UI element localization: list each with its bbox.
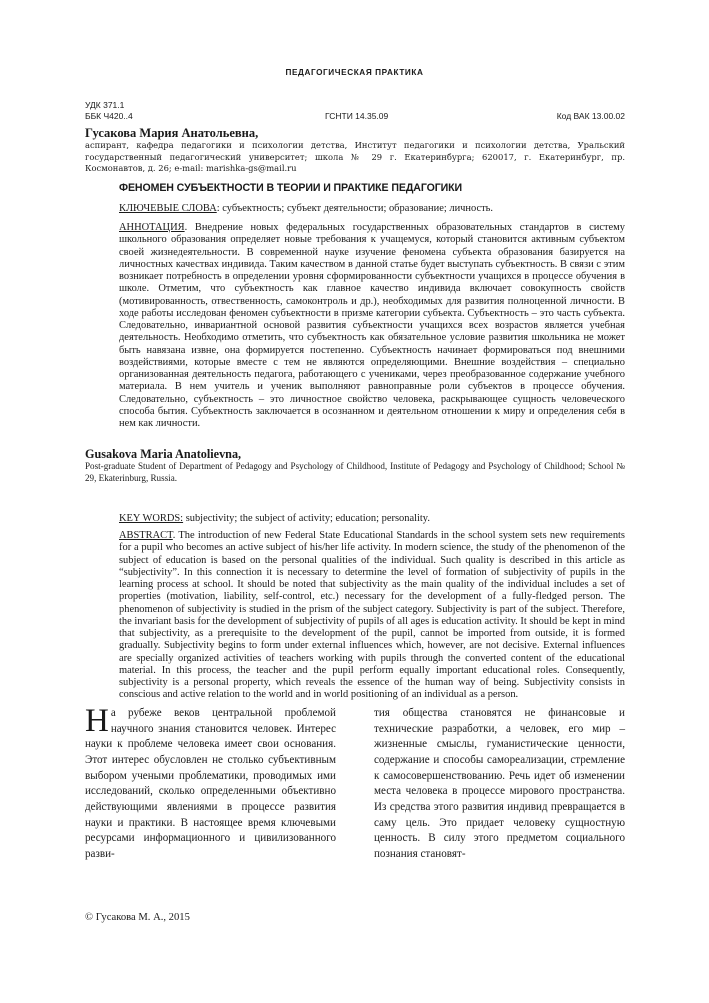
author-name-en: Gusakova Maria Anatolievna, [85, 447, 242, 461]
keywords-en [119, 513, 625, 525]
body-left-column [85, 703, 336, 863]
body-right-text: тия общества становятся не финансовые и технические разработки, а человек, его мир – жизненные смыслы, гуманистические ценности, содержание и способы самореализации, стремление к самосовершенствованию. Речь идет об изменении места человека в процессе мирового пространства. Из средства этого развития индивид превращается в саму цель. Это придает человеку сущностную ценность. В силу этого предметом социального познания становят- [374, 707, 625, 860]
author-affiliation-en: Post-graduate Student of Department of Pedagogy and Psychology of Childhood, Institute of Pedagogy and Psychology of Childhood; School № 29, Ekaterinburg, Russia. [85, 461, 625, 483]
udk-code: УДК 371.1 [85, 100, 125, 110]
abstract-ru [119, 222, 625, 430]
article-title-ru: ФЕНОМЕН СУБЪЕКТНОСТИ В ТЕОРИИ И ПРАКТИКЕ ПЕДАГОГИКИ [119, 182, 463, 194]
vak-code: Код ВАК 13.00.02 [556, 111, 625, 121]
classification-codes [85, 100, 625, 122]
copyright-notice: © Гусакова М. А., 2015 [85, 912, 190, 923]
author-affiliation-ru: аспирант, кафедра педагогики и психологии детства, Институт педагогики и психологии детства, Уральский государственный педагогический университет; школа № 29 г. Екатеринбурга; 620017, г. Екатеринбург, пр. Космонавтов, д. 26; e-mail: marishka-gs@mail.ru [85, 140, 625, 174]
keywords-ru-label: КЛЮЧЕВЫЕ СЛОВА [119, 203, 217, 214]
abstract-en-text: . The introduction of new Federal State Educational Standards in the school system sets new requirements for a pupil who becomes an active subject of his/her life activity. In modern science, the study of the phenomenon of the subject of education is based on the personal qualities of the individual. Such quality is described in this article as “subjectivity”. In this connection it is necessary to determine the level of formation of subjectivity of pupils in the learning process at school. It should be noted that subjectivity as the main quality of the individual includes a set of properties (motivation, liability, self-control, etc.) necessary for the development of a fully-fledged person. The phenomenon of subjectivity is studied in the prism of the subject category. Subjectivity is part of the subject. Therefore, the invariant basis for the development of subjectivity of pupils of all ages is education activity. It should be kept in mind that subjectivity, as a prerequisite to the development of the pupil, cannot be imported from outside, it is formed gradually. Subjectivity begins to form under external influences which, however, are not decisive. External influences are specially organized activities of teachers working with pupils through the converted content of the educational material. In this process, the teacher and the pupil perform equally important educational roles. Consequently, subjectivity is a personal property, which reveals the essence of the human way of being. Subjectivity consists in conscious and active relation to the world and in world positioning of an individual as a person. [119, 530, 626, 701]
keywords-ru-text: : субъектность; субъект деятельности; образование; личность. [216, 203, 494, 214]
body-left-text: а рубеже веков центральной проблемой научного знания становится человек. Интерес науки к проблеме человека имеет свои основания. Этот интерес обусловлен не столько субъективным выбором учеными проблематики, проводимых ими исследований, сколько определенными объективно действующими явлениями в процессе развития науки и практики. В настоящее время ключевыми ресурсами информационного и цивилизованного разви- [85, 707, 336, 860]
keywords-ru [119, 203, 625, 215]
bbk-code: ББК Ч420..4 [85, 111, 133, 121]
abstract-ru-label: АННОТАЦИЯ [119, 222, 185, 233]
keywords-en-text: subjectivity; the subject of activity; education; personality. [183, 513, 430, 524]
abstract-ru-text: . Внедрение новых федеральных государственных образовательных стандартов в систему школьного образования определяет новые требования к учащемуся, который становится активным субъектом своей жизнедеятельности. В современной науке изучение феномена субъекта образования базируется на личностных качествах индивида. Таким качеством в данной статье будет выступать субъектность. В связи с этим возникает потребность в определении уровня сформированности субъектности учащихся в процессе обучения в школе. Отметим, что субъектность как главное качество индивида включает совокупность свойств (мотивированность, отвественность, самоконтроль и др.), необходимых для развития полноценной личности. В ходе работы исследован феномен субъектности в призме категории субъекта. Субъектность – это часть субъекта. Следовательно, инвариантной основой развития субъектности учащихся всех возрастов является учебная деятельность. Необходимо отметить, что субъектность как обязательное условие развития школьника не может быть навязана извне, она формируется постепенно. Субъектность начинает формироваться под внешними воздействиями, которые вместе с тем не являются определяющими. Внешние воздействия – специально организованная деятельность педагога, работающего с учениками, через преобразованное содержание учебного материала. В нем учитель и ученик выполняют равноправные роли субъектов в процессе обучения. Следовательно, субъектность – это личностное свойство человека, раскрывающее сущность человеческого способа бытия. Субъектность заключается в осознанном и деятельном отношении к миру и определения себя в нем как личности. [119, 222, 625, 429]
author-name-ru: Гусакова Мария Анатольевна, [85, 126, 259, 140]
abstract-en [119, 530, 625, 702]
body-right-column [374, 706, 625, 863]
drop-cap: Н [85, 703, 109, 739]
keywords-en-label: KEY WORDS: [119, 513, 184, 524]
running-head: ПЕДАГОГИЧЕСКАЯ ПРАКТИКА [285, 68, 424, 77]
grnti-code: ГСНТИ 14.35.09 [325, 111, 389, 121]
abstract-en-label: ABSTRACT [119, 530, 173, 541]
